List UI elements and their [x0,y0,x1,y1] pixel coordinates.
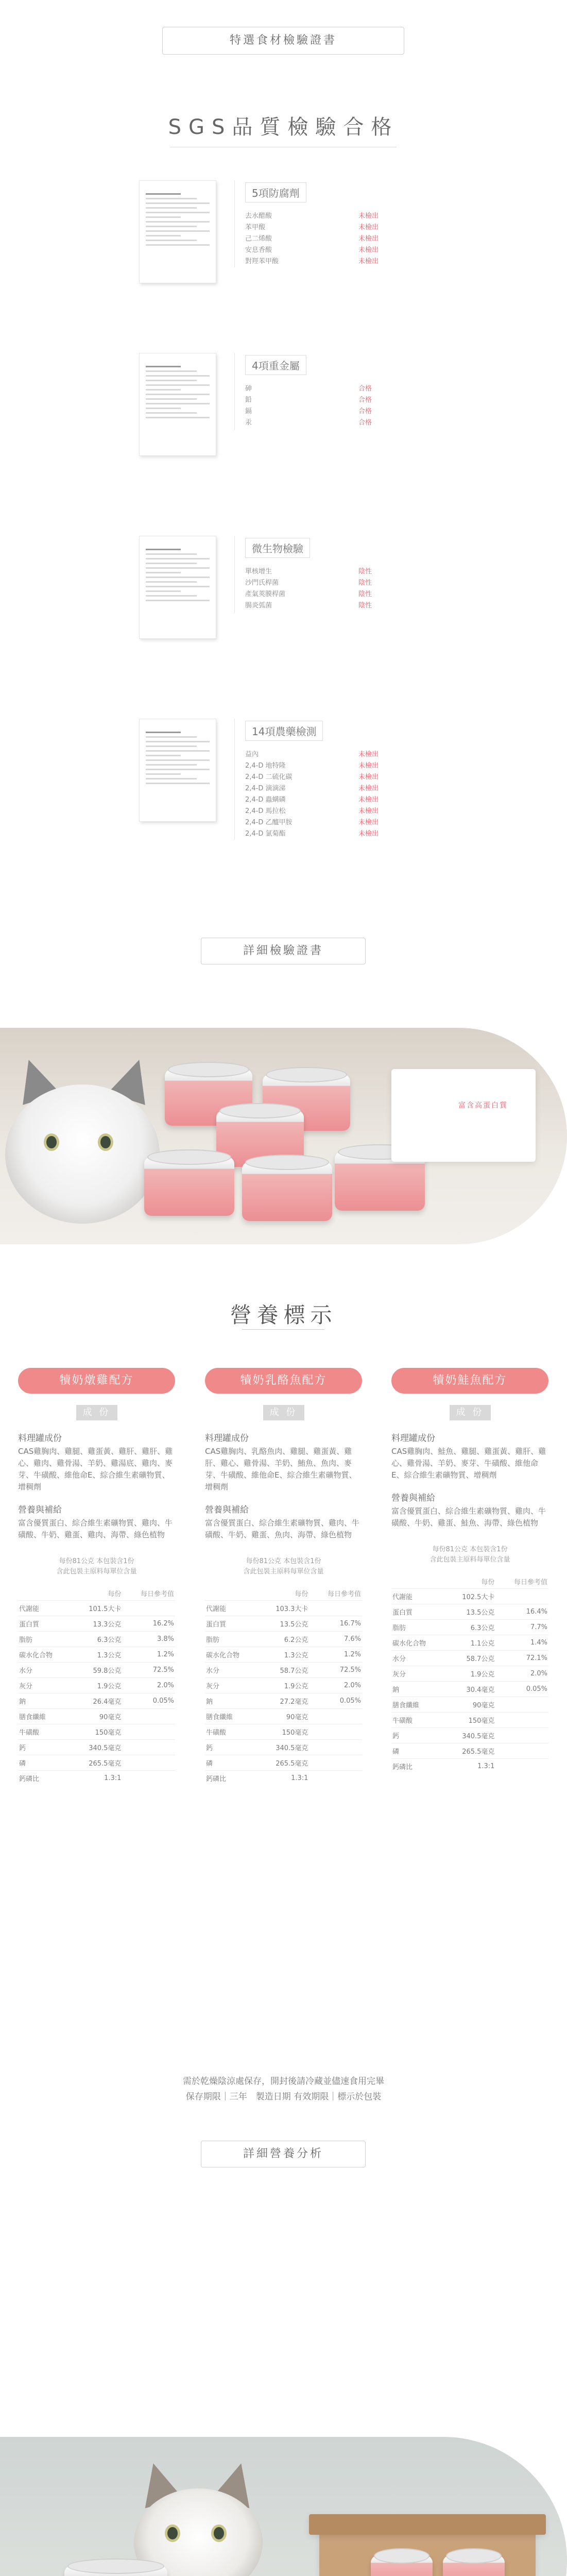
product-box-text: 富含高蛋白質 [458,1101,508,1110]
recipe-header: 犢奶燉雞配方 [18,1368,175,1394]
nutrient-amount: 1.3:1 [444,1759,496,1774]
nutrient-amount: 1.3:1 [71,1771,123,1786]
nutrient-daily-value [495,1759,548,1774]
nutrition-table: 每份 每日參考值 代謝能 102.5大卡 蛋白質 13.5公克 16.4% 脂肪 6.3公克 7.7% 碳水化合物 1.1公克 1.4% 水分 58.7公克 72.1% 灰分 1.9公克 2.0% 鈉 30.4毫克 0.05% 膳食纖維 90毫克 牛磺酸 150毫克 鈣 340.5毫克 磷 265.5毫克 鈣磷比 1.3:1 [391,1574,548,1774]
nutrient-amount: 13.3公克 [71,1616,123,1632]
nutrient-daily-value: 2.0% [309,1678,362,1693]
nutrient-daily-value [309,1709,362,1724]
nutrient-amount: 59.8公克 [71,1663,123,1678]
nutrient-daily-value [122,1709,175,1724]
cat-eye [98,1133,113,1151]
recipe-header: 犢奶乳酪魚配方 [205,1368,362,1394]
report-item: 2,4-D 馬拉松 未檢出 [245,807,379,815]
ingredients-text: CAS雞胸肉、鮭魚、雞腿、雞蛋黃、雞肝、雞心、雞骨湯、羊奶、麥芽、牛磺酸、維他命E、綜合維生素礦物質、增稠劑 [391,1447,546,1480]
nutrient-daily-value: 7.6% [309,1632,362,1647]
serving-basis: 每份81公克 本包裝含1份 含此包裝主原料每單位含量 [56,1557,137,1575]
nutrient-amount: 6.2公克 [258,1632,310,1647]
nutrient-name: 蛋白質 [18,1616,71,1632]
nutrient-amount: 6.3公克 [444,1620,496,1635]
nutrition-row [205,1663,362,1678]
nutrient-daily-value [122,1771,175,1786]
ingredients-tag: 成 份 [76,1405,117,1420]
report-item: 2,4-D 氯菊酯 未檢出 [245,830,379,838]
nutrient-daily-value [309,1740,362,1755]
nutrient-name: 鈉 [18,1693,71,1709]
nutrient-name: 蛋白質 [391,1604,444,1620]
food-can [371,2555,433,2576]
nutrient-name: 鈣 [18,1740,71,1755]
nutrition-row [18,1663,175,1678]
nutrient-amount: 340.5毫克 [71,1740,123,1755]
sgs-title: SGS品質檢驗合格 [168,115,399,139]
nutrients-label: 營養與補給 [391,1493,435,1503]
nutrient-daily-value: 1.2% [122,1647,175,1663]
certificate-thumbnail[interactable] [139,180,216,283]
nutrition-row [391,1682,548,1697]
nutrient-amount: 1.9公克 [71,1678,123,1693]
nutrient-amount: 1.3公克 [71,1647,123,1663]
cardboard-box-flap [309,2514,546,2535]
product-box [391,1069,536,1162]
nutrition-row [391,1620,548,1635]
report-item: 單核增生 陰性 [245,568,372,575]
nutrient-amount: 90毫克 [71,1709,123,1724]
ingredients-label: 料理罐成份 [18,1433,62,1444]
nutrient-daily-value [309,1601,362,1616]
nutrient-daily-value [309,1771,362,1786]
nutrition-table: 每份 每日參考值 代謝能 101.5大卡 蛋白質 13.3公克 16.2% 脂肪 6.3公克 3.8% 碳水化合物 1.3公克 1.2% 水分 59.8公克 72.5% 灰分 1.9公克 2.0% 鈉 26.4毫克 0.05% 膳食纖維 90毫克 牛磺酸 150毫克 鈣 340.5毫克 磷 265.5毫克 鈣磷比 1.3:1 [18,1586,175,1786]
nutrient-amount: 1.1公克 [444,1635,496,1651]
ingredients-text: CAS雞胸肉、乳酪魚肉、雞腿、雞蛋黃、雞肝、雞心、雞骨湯、羊奶、鮪魚、魚肉、麥芽、牛磺酸、維他命E、綜合維生素礦物質、增稠劑 [205,1447,357,1492]
nutrient-name: 脂肪 [18,1632,71,1647]
nutrition-table: 每份 每日參考值 代謝能 103.3大卡 蛋白質 13.5公克 16.7% 脂肪 6.2公克 7.6% 碳水化合物 1.3公克 1.2% 水分 58.7公克 72.5% 灰分 1.9公克 2.0% 鈉 27.2毫克 0.05% 膳食纖維 90毫克 牛磺酸 150毫克 鈣 340.5毫克 磷 265.5毫克 鈣磷比 1.3:1 [205,1586,362,1786]
nutrient-daily-value: 72.5% [309,1663,362,1678]
ingredients-tag: 成 份 [263,1405,304,1420]
nutrient-name: 水分 [391,1651,444,1666]
nutrient-amount: 102.5大卡 [444,1589,496,1604]
nutrient-daily-value: 0.05% [122,1693,175,1709]
nutrient-daily-value: 2.0% [495,1666,548,1682]
nutrient-daily-value [122,1740,175,1755]
nutrient-name: 鈣 [205,1740,258,1755]
food-can [64,2566,167,2576]
nutrient-name: 鈣磷比 [18,1771,71,1786]
storage-notes: 需於乾燥陰涼處保存，開封後請冷藏並儘速食用完畢 保存期限｜三年 製造日期 有效期限｜標示於包裝 [183,2076,384,2102]
nutrient-amount: 13.5公克 [444,1604,496,1620]
nutrient-amount: 101.5大卡 [71,1601,123,1616]
nutrients-text: 富含優質蛋白、綜合維生素礦物質、雞肉、牛磺酸、牛奶、雞蛋、雞肉、海帶、綠色植物 [18,1518,173,1539]
food-can [144,1157,234,1216]
nutrition-row [391,1697,548,1713]
nutrition-row [18,1755,175,1771]
nutrition-divider [242,1329,324,1330]
nutrient-daily-value [122,1755,175,1771]
report-item: 2,4-D 乙醯甲胺 未檢出 [245,819,379,826]
nutrient-name: 脂肪 [391,1620,444,1635]
nutrient-name: 碳水化合物 [391,1635,444,1651]
product-photo-banner-2 [0,2437,567,2576]
product-photo-banner [0,1028,567,1244]
nutrition-row [391,1759,548,1774]
nutrition-row [391,1635,548,1651]
nutrient-amount: 265.5毫克 [71,1755,123,1771]
nutrition-row [391,1604,548,1620]
nutrition-row [18,1616,175,1632]
nutrient-daily-value: 16.2% [122,1616,175,1632]
food-can [242,1162,332,1221]
nutrient-amount: 13.5公克 [258,1616,310,1632]
nutrient-name: 鈣 [391,1728,444,1743]
nutrition-column-chicken [18,1368,175,1786]
certificate-header-label: 特選食材檢驗證書 [162,27,404,55]
nutrient-daily-value: 16.7% [309,1616,362,1632]
nutrient-amount: 340.5毫克 [444,1728,496,1743]
nutrient-amount: 6.3公克 [71,1632,123,1647]
nutrient-name: 牛磺酸 [18,1724,71,1740]
nutrient-daily-value [495,1743,548,1759]
report-item: 砷 合格 [245,385,372,393]
cat-eye [165,2524,180,2542]
nutrient-daily-value [122,1601,175,1616]
nutrient-daily-value: 72.5% [122,1663,175,1678]
nutrient-amount: 340.5毫克 [258,1740,310,1755]
nutrition-row [18,1678,175,1693]
nutrient-amount: 265.5毫克 [444,1743,496,1759]
report-title: 14項農藥檢測 [245,721,323,741]
nutrition-row [391,1651,548,1666]
nutrient-amount: 58.7公克 [444,1651,496,1666]
report-item: 產氣莢膜桿菌 陰性 [245,590,372,598]
nutrition-row [391,1728,548,1743]
ingredients-label: 料理罐成份 [205,1433,249,1444]
nutrient-daily-value [495,1728,548,1743]
nutrition-title: 營養標示 [230,1302,337,1328]
nutrition-row [205,1647,362,1663]
nutrients-text: 富含優質蛋白、綜合維生素礦物質、雞肉、牛磺酸、牛奶、雞蛋、鮭魚、海帶、綠色植物 [391,1506,546,1528]
nutrient-daily-value [309,1724,362,1740]
report-item: 2,4-D 地特隆 未檢出 [245,762,379,770]
nutrient-daily-value: 3.8% [122,1632,175,1647]
nutrient-name: 灰分 [18,1678,71,1693]
nutrient-amount: 90毫克 [258,1709,310,1724]
cat-eye [44,1133,59,1151]
serving-basis: 每份81公克 本包裝含1份 含此包裝主原料每單位含量 [243,1557,324,1575]
nutrients-label: 營養與補給 [205,1505,249,1515]
nutrition-row [205,1709,362,1724]
nutrient-amount: 103.3大卡 [258,1601,310,1616]
nutrition-column-cheese-fish [205,1368,362,1786]
nutrient-amount: 1.3公克 [258,1647,310,1663]
nutrition-row [205,1771,362,1786]
nutrient-name: 鈣磷比 [391,1759,444,1774]
detailed-analysis-button[interactable]: 詳細營養分析 [201,2141,366,2167]
report-title: 5項防腐劑 [245,182,306,202]
nutrition-row [205,1632,362,1647]
nutrient-amount: 26.4毫克 [71,1693,123,1709]
nutrient-daily-value [495,1713,548,1728]
certificate-thumbnail[interactable] [139,719,216,822]
nutrient-amount: 1.3:1 [258,1771,310,1786]
report-item: 去水醋酸 未檢出 [245,212,379,220]
nutrient-name: 灰分 [205,1678,258,1693]
nutrition-row [205,1693,362,1709]
report-title: 微生物檢驗 [245,538,310,558]
nutrient-daily-value: 0.05% [309,1693,362,1709]
report-item: 苯甲酸 未檢出 [245,224,379,231]
report-item: 腸炎弧菌 陰性 [245,602,372,609]
food-can [443,2555,505,2576]
report-item: 汞 合格 [245,419,372,427]
nutrient-daily-value [122,1724,175,1740]
nutrient-daily-value: 1.4% [495,1635,548,1651]
nutrient-daily-value: 7.7% [495,1620,548,1635]
nutrition-row [391,1713,548,1728]
nutrient-name: 脂肪 [205,1632,258,1647]
nutrition-row [18,1601,175,1616]
nutrition-row [205,1755,362,1771]
nutrient-name: 蛋白質 [205,1616,258,1632]
nutrient-name: 代謝能 [205,1601,258,1616]
nutrition-row [18,1724,175,1740]
nutrient-amount: 90毫克 [444,1697,496,1713]
ingredients-tag: 成 份 [450,1405,491,1420]
nutrient-daily-value [495,1589,548,1604]
nutrient-amount: 150毫克 [258,1724,310,1740]
nutrient-name: 膳食纖維 [391,1697,444,1713]
recipe-header: 犢奶鮭魚配方 [391,1368,548,1394]
report-item: 益內 未檢出 [245,751,379,758]
nutrition-row [18,1771,175,1786]
ingredients-text: CAS雞胸肉、雞腿、雞蛋黃、雞肝、雞肝、雞心、雞肉、雞骨湯、羊奶、雞湯底、雞肉、麥芽、牛磺酸、維他命E、綜合維生素礦物質、增稠劑 [18,1447,173,1492]
nutrient-name: 碳水化合物 [18,1647,71,1663]
nutrient-name: 鈣磷比 [205,1771,258,1786]
certificate-thumbnail[interactable] [139,353,216,456]
report-title: 4項重金屬 [245,355,306,375]
nutrition-row [18,1647,175,1663]
nutrition-row [18,1709,175,1724]
nutrient-amount: 30.4毫克 [444,1682,496,1697]
nutrition-row [205,1616,362,1632]
nutrition-row [18,1740,175,1755]
report-item: 鎘 合格 [245,408,372,415]
nutrient-amount: 265.5毫克 [258,1755,310,1771]
nutrient-name: 灰分 [391,1666,444,1682]
nutrition-row [205,1724,362,1740]
nutrient-name: 牛磺酸 [391,1713,444,1728]
nutrient-daily-value [309,1755,362,1771]
nutrient-daily-value: 0.05% [495,1682,548,1697]
nutrient-name: 膳食纖維 [205,1709,258,1724]
report-item: 2,4-D 二硫化碳 未檢出 [245,773,379,781]
nutrient-name: 鈉 [205,1693,258,1709]
nutrition-row [18,1632,175,1647]
report-item: 鉛 合格 [245,396,372,404]
nutrient-amount: 150毫克 [444,1713,496,1728]
nutrition-row [18,1693,175,1709]
nutrition-row [205,1601,362,1616]
report-item: 己二烯酸 未檢出 [245,235,379,243]
nutrition-row [391,1743,548,1759]
nutrient-daily-value: 2.0% [122,1678,175,1693]
nutrient-name: 代謝能 [18,1601,71,1616]
nutrient-name: 磷 [205,1755,258,1771]
report-item: 安息香酸 未檢出 [245,246,379,254]
certificate-thumbnail[interactable] [139,536,216,639]
detailed-certificate-button[interactable]: 詳細檢驗證書 [201,938,366,964]
nutrition-row [205,1678,362,1693]
nutrients-text: 富含優質蛋白、綜合維生素礦物質、雞肉、牛磺酸、牛奶、雞蛋、魚肉、海帶、綠色植物 [205,1518,360,1539]
nutrient-name: 代謝能 [391,1589,444,1604]
report-item: 沙門氏桿菌 陰性 [245,579,372,587]
nutrition-row [205,1740,362,1755]
nutrients-label: 營養與補給 [18,1505,62,1515]
nutrient-daily-value: 16.4% [495,1604,548,1620]
nutrient-amount: 27.2毫克 [258,1693,310,1709]
ingredients-label: 料理罐成份 [391,1433,435,1444]
nutrient-amount: 1.9公克 [444,1666,496,1682]
nutrient-name: 水分 [18,1663,71,1678]
nutrient-name: 牛磺酸 [205,1724,258,1740]
nutrient-name: 水分 [205,1663,258,1678]
nutrient-name: 鈉 [391,1682,444,1697]
nutrient-amount: 150毫克 [71,1724,123,1740]
nutrition-column-salmon [391,1368,548,1774]
report-item: 2,4-D 蟲螨磷 未檢出 [245,796,379,804]
nutrient-amount: 1.9公克 [258,1678,310,1693]
nutrient-name: 磷 [18,1755,71,1771]
nutrient-name: 碳水化合物 [205,1647,258,1663]
nutrient-daily-value [495,1697,548,1713]
report-item: 對羥苯甲酸 未檢出 [245,258,379,265]
nutrient-name: 磷 [391,1743,444,1759]
serving-basis: 每份81公克 本包裝含1份 含此包裝主原料每單位含量 [429,1546,510,1564]
nutrition-row [391,1666,548,1682]
nutrient-daily-value: 1.2% [309,1647,362,1663]
nutrient-name: 膳食纖維 [18,1709,71,1724]
cat-eye [211,2524,227,2542]
nutrient-daily-value: 72.1% [495,1651,548,1666]
nutrient-amount: 58.7公克 [258,1663,310,1678]
kitten-photo [5,1084,160,1224]
nutrition-row [391,1589,548,1604]
report-item: 2,4-D 滴滴涕 未檢出 [245,785,379,792]
